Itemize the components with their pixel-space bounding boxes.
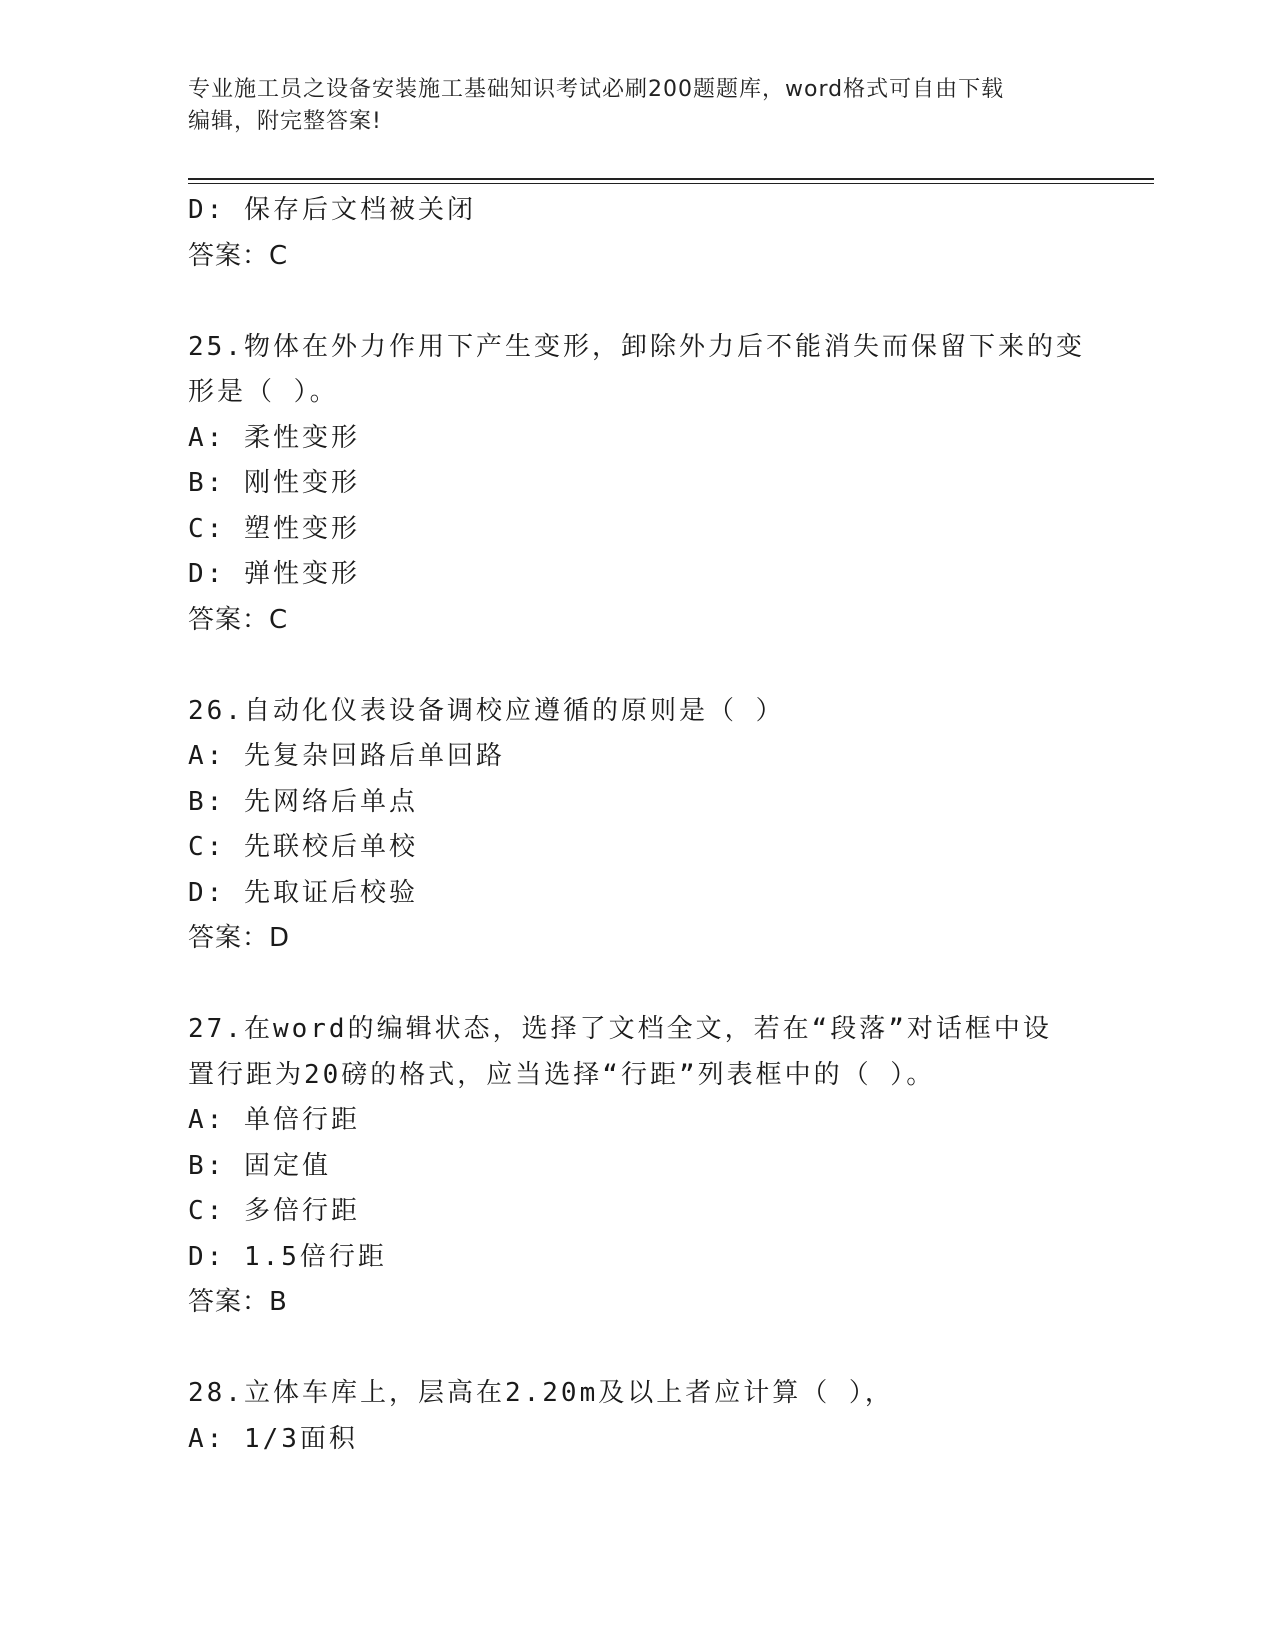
option-b: B: 刚性变形 bbox=[188, 468, 360, 498]
header-line-1: 专业施工员之设备安装施工基础知识考试必刷200题题库，word格式可自由下载 bbox=[188, 77, 1005, 102]
question-27 bbox=[188, 1007, 1088, 1326]
question-stem: 27.在word的编辑状态，选择了文档全文，若在“段落”对话框中设 bbox=[188, 1014, 1052, 1044]
prev-question-option-d: D: 保存后文档被关闭 bbox=[188, 195, 476, 225]
question-answer: 答案：C bbox=[188, 604, 289, 635]
header-divider-thick bbox=[188, 178, 1154, 180]
option-c: C: 塑性变形 bbox=[188, 513, 360, 544]
prev-question-answer: 答案：C bbox=[188, 240, 289, 271]
question-28 bbox=[188, 1371, 1088, 1462]
question-answer: 答案：B bbox=[188, 1287, 288, 1317]
spacer bbox=[188, 962, 1088, 1008]
question-26 bbox=[188, 689, 1088, 962]
option-d: D: 先取证后校验 bbox=[188, 877, 418, 908]
option-b: B: 固定值 bbox=[188, 1150, 331, 1181]
option-d: D: 弹性变形 bbox=[188, 559, 360, 589]
question-stem: 置行距为20磅的格式，应当选择“行距”列表框中的（ ）。 bbox=[188, 1059, 936, 1090]
option-a: A: 柔性变形 bbox=[188, 422, 360, 453]
spacer bbox=[188, 1326, 1088, 1372]
option-a: A: 1/3面积 bbox=[188, 1423, 358, 1454]
header-divider-thin bbox=[188, 183, 1154, 184]
document-header bbox=[188, 74, 1088, 138]
question-stem: 26.自动化仪表设备调校应遵循的原则是（ ） bbox=[188, 695, 785, 726]
question-answer: 答案：D bbox=[188, 923, 291, 953]
option-a: A: 单倍行距 bbox=[188, 1105, 360, 1135]
question-stem: 25.物体在外力作用下产生变形，卸除外力后不能消失而保留下来的变 bbox=[188, 331, 1085, 362]
option-c: C: 先联校后单校 bbox=[188, 832, 418, 862]
spacer bbox=[188, 643, 1088, 689]
header-line-2: 编辑，附完整答案! bbox=[188, 109, 382, 134]
spacer bbox=[188, 279, 1088, 325]
option-d: D: 1.5倍行距 bbox=[188, 1241, 387, 1272]
option-c: C: 多倍行距 bbox=[188, 1196, 360, 1226]
option-b: B: 先网络后单点 bbox=[188, 786, 418, 817]
question-stem: 28.立体车库上，层高在2.20m及以上者应计算（ ）， bbox=[188, 1378, 894, 1408]
document-body bbox=[188, 188, 1088, 1462]
question-25 bbox=[188, 325, 1088, 644]
question-stem: 形是（ ）。 bbox=[188, 377, 339, 407]
option-a: A: 先复杂回路后单回路 bbox=[188, 741, 505, 771]
